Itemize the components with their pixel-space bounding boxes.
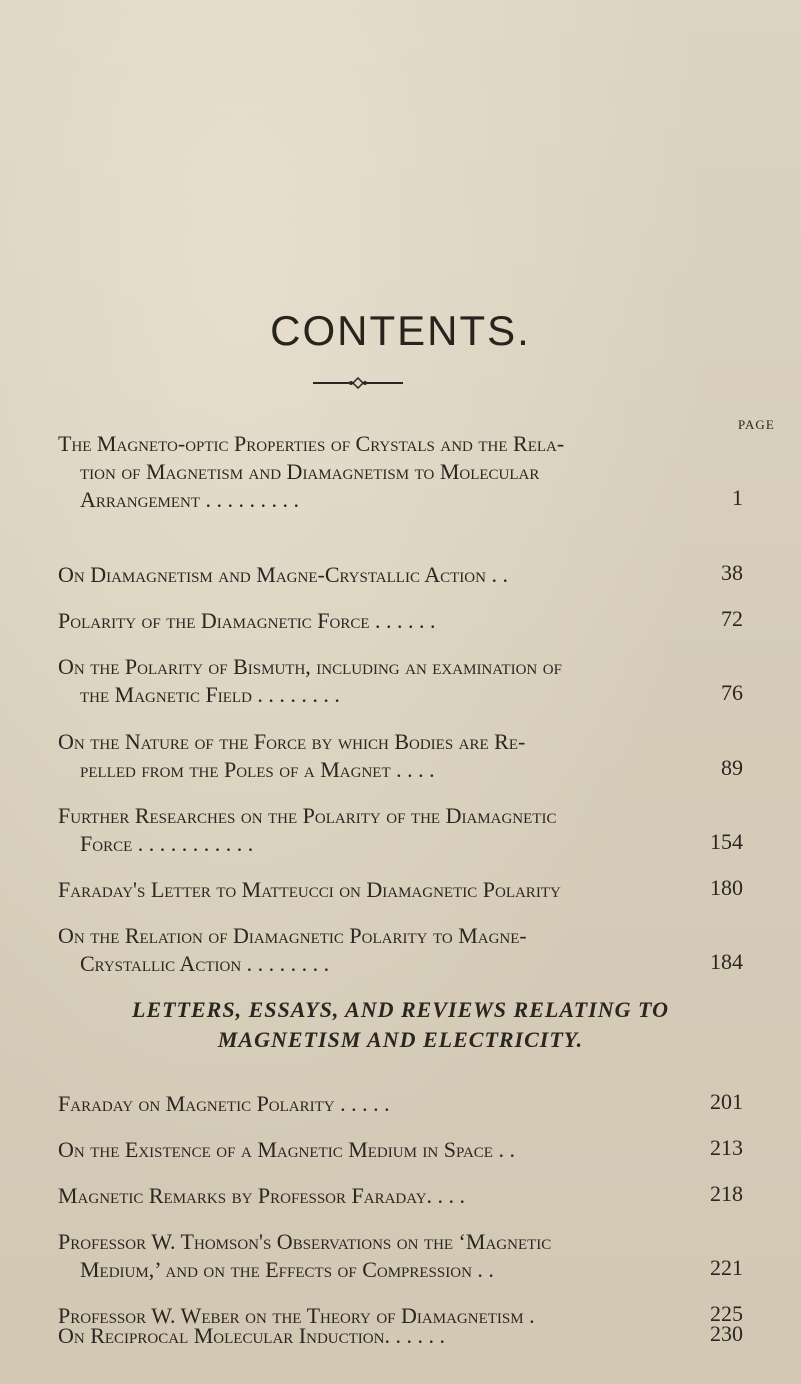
entry-line: On the Polarity of Bismuth, including an examination of [58,654,562,679]
entry-line: On Diamagnetism and Magne-Crystallic Action . . [58,562,508,587]
section-heading-line: LETTERS, ESSAYS, AND REVIEWS RELATING TO [132,997,669,1022]
entry-line: Magnetic Remarks by Professor Faraday. . . . [58,1183,466,1208]
section-heading-line: MAGNETISM AND ELECTRICITY. [217,1027,584,1052]
entry-line: Professor W. Thomson's Observations on the ‘Magnetic [58,1229,552,1254]
entry-line: tion of Magnetism and Diamagnetism to Molecular [80,459,540,484]
toc-entry[interactable] [58,1136,738,1164]
entry-line: the Magnetic Field . . . . . . . . [80,682,340,707]
page-title: CONTENTS. [270,307,531,354]
entry-line: Arrangement . . . . . . . . . [80,487,300,512]
page-number: 230 [710,1321,743,1346]
entry-line: On Reciprocal Molecular Induction. . . . . . [58,1323,445,1348]
page-number: 213 [710,1135,743,1160]
section-heading [0,995,801,1055]
entry-line: Further Researches on the Polarity of the Diamagnetic [58,803,557,828]
entry-line: Force . . . . . . . . . . . [80,831,254,856]
ornament-rule-icon [313,377,403,389]
page-number: 184 [710,949,743,974]
page-number: 89 [721,755,743,780]
entry-line: On the Existence of a Magnetic Medium in Space . . [58,1137,515,1162]
page-number: 72 [721,606,743,631]
entry-line: pelled from the Poles of a Magnet . . . . [80,757,435,782]
toc-entry[interactable] [58,728,738,784]
toc-entry[interactable] [58,802,738,858]
toc-entry[interactable] [58,607,738,635]
page-column-label: PAGE [738,417,775,432]
toc-entry[interactable] [58,1182,738,1210]
entry-line: Medium,’ and on the Effects of Compression . . [80,1257,494,1282]
entry-line: On the Relation of Diamagnetic Polarity to Magne- [58,923,527,948]
page-number: 154 [710,829,743,854]
toc-entry[interactable] [58,1228,738,1284]
toc-entry[interactable] [58,1090,738,1118]
page-number: 38 [721,560,743,585]
entry-line: Faraday on Magnetic Polarity . . . . . [58,1091,390,1116]
entry-line: Professor W. Weber on the Theory of Diamagnetism . [58,1303,535,1328]
page-number: 76 [721,680,743,705]
toc-entry[interactable] [58,922,738,978]
page-number: 221 [710,1255,743,1280]
toc-entry[interactable] [58,1322,738,1350]
toc-entry[interactable] [58,430,738,514]
entry-line: On the Nature of the Force by which Bodies are Re- [58,729,526,754]
page-number: 201 [710,1089,743,1114]
page-number: 1 [732,485,743,510]
toc-entry[interactable] [58,876,738,904]
entry-line: Crystallic Action . . . . . . . . [80,951,330,976]
page-number: 218 [710,1181,743,1206]
page-number: 225 [710,1301,743,1326]
toc-entry[interactable] [58,653,738,709]
entry-line: Faraday's Letter to Matteucci on Diamagnetic Polarity [58,877,561,902]
page-number: 180 [710,875,743,900]
toc-entry[interactable] [58,561,738,589]
entry-line: Polarity of the Diamagnetic Force . . . . . . [58,608,436,633]
entry-line: The Magneto-optic Properties of Crystals and the Rela- [58,431,565,456]
